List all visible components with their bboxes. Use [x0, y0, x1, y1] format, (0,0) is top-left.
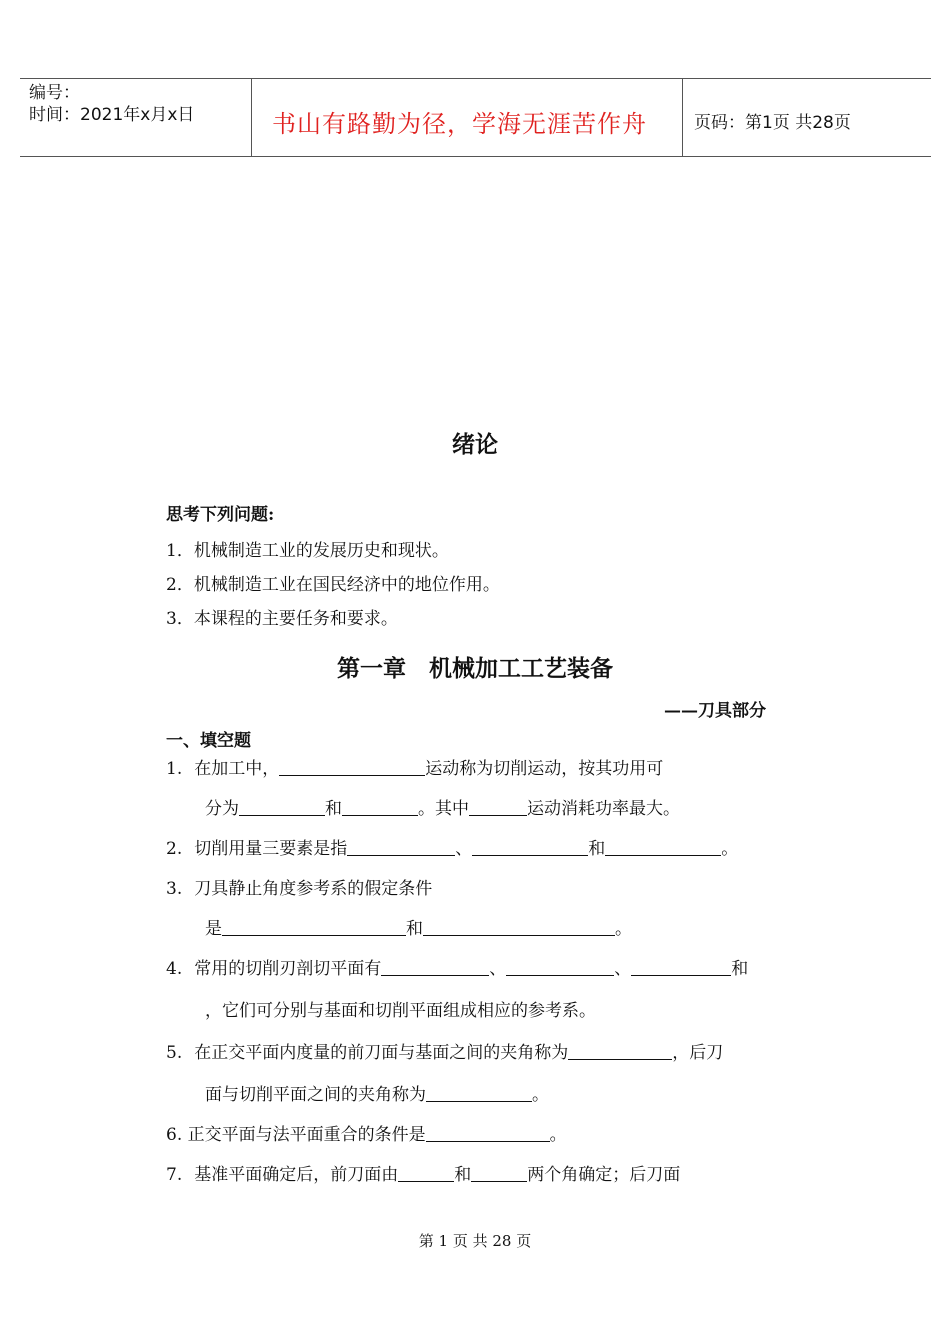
section-heading: 一、填空题 [166, 731, 251, 751]
question-6: 6. 正交平面与法平面重合的条件是 。 [166, 1125, 567, 1145]
answer-blank[interactable] [423, 917, 615, 936]
question-number: 2. [166, 839, 183, 859]
question-number: 3. [166, 879, 183, 899]
answer-blank[interactable] [471, 1163, 527, 1182]
header-divider-left [251, 78, 252, 157]
question-3-line-1: 3. 刀具静止角度参考系的假定条件 [166, 879, 433, 899]
answer-blank[interactable] [568, 1041, 672, 1060]
question-4-line-2: ，它们可分别与基面和切削平面组成相应的参考系。 [205, 1001, 596, 1021]
question-number: 1. [166, 759, 183, 779]
answer-blank[interactable] [239, 797, 325, 816]
intro-title: 绪论 [452, 431, 498, 458]
answer-blank[interactable] [469, 797, 527, 816]
question-number: 5. [166, 1043, 183, 1063]
answer-blank[interactable] [381, 957, 489, 976]
header-time-label: 时间：2021年x月x日 [29, 105, 195, 125]
header-page-info: 页码：第1页 共28页 [694, 113, 851, 133]
header-motto: 书山有路勤为径，学海无涯苦作舟 [272, 110, 647, 138]
question-number: 7. [166, 1165, 183, 1185]
intro-item-1: 1．机械制造工业的发展历史和现状。 [166, 541, 449, 561]
answer-blank[interactable] [347, 837, 455, 856]
answer-blank[interactable] [605, 837, 721, 856]
answer-blank[interactable] [342, 797, 418, 816]
question-7: 7. 基准平面确定后，前刀面由 和 两个角确定；后刀面 [166, 1165, 681, 1185]
answer-blank[interactable] [472, 837, 588, 856]
answer-blank[interactable] [426, 1123, 550, 1142]
answer-blank[interactable] [398, 1163, 454, 1182]
question-1-line-2: 分为 和 。其中 运动消耗功率最大。 [205, 799, 680, 819]
answer-blank[interactable] [631, 957, 731, 976]
intro-item-3: 3．本课程的主要任务和要求。 [166, 609, 398, 629]
page-footer: 第 1 页 共 28 页 [418, 1232, 532, 1250]
chapter-title: 第一章 机械加工工艺装备 [337, 655, 613, 682]
answer-blank[interactable] [506, 957, 614, 976]
header-top-rule [20, 78, 931, 79]
question-number: 4. [166, 959, 183, 979]
question-3-line-2: 是 和 。 [205, 919, 632, 939]
answer-blank[interactable] [279, 757, 425, 776]
intro-item-2: 2．机械制造工业在国民经济中的地位作用。 [166, 575, 500, 595]
question-5-line-1: 5. 在正交平面内度量的前刀面与基面之间的夹角称为 ，后刀 [166, 1043, 724, 1063]
question-1-line-1: 1. 在加工中， 运动称为切削运动，按其功用可 [166, 759, 664, 779]
answer-blank[interactable] [426, 1083, 532, 1102]
answer-blank[interactable] [222, 917, 406, 936]
question-2: 2. 切削用量三要素是指 、 和 。 [166, 839, 739, 859]
question-4-line-1: 4. 常用的切削刃剖切平面有 、 、 和 [166, 959, 749, 979]
chapter-subtitle: ——刀具部分 [664, 701, 766, 721]
header-divider-right [682, 78, 683, 157]
header-number-label: 编号： [29, 83, 80, 103]
question-heading: 思考下列问题: [166, 505, 275, 525]
header-bottom-rule [20, 156, 931, 157]
question-5-line-2: 面与切削平面之间的夹角称为 。 [205, 1085, 549, 1105]
